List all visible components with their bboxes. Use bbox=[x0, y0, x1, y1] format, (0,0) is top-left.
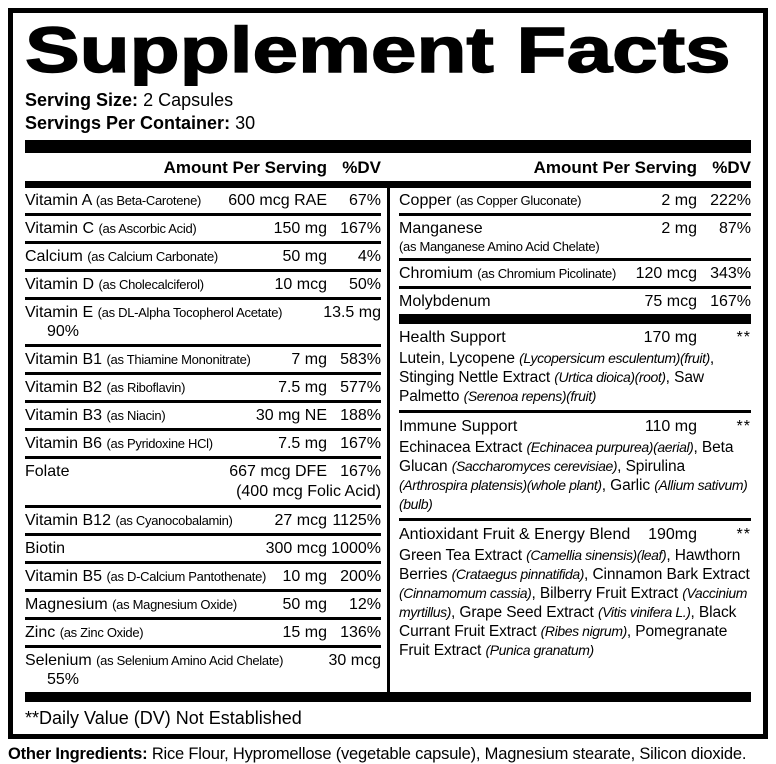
nutrient-amount: 10 mcg bbox=[274, 276, 327, 293]
nutrient-name: Magnesium bbox=[25, 596, 108, 613]
nutrient-row-zinc bbox=[25, 620, 381, 648]
nutrient-amount: 300 mcg bbox=[265, 540, 327, 557]
nutrient-columns bbox=[25, 188, 751, 692]
nutrient-row-vitamin-d bbox=[25, 272, 381, 300]
blend-health-support bbox=[399, 324, 751, 410]
nutrient-form: (as Chromium Picolinate) bbox=[477, 266, 616, 281]
blend-immune-support bbox=[399, 410, 751, 518]
nutrient-dv: 136% bbox=[340, 624, 381, 641]
nutrient-amount: 7.5 mg bbox=[278, 435, 327, 452]
left-column-header bbox=[25, 158, 381, 178]
nutrient-dv: 55% bbox=[46, 671, 79, 688]
blend-amount: 170 mg bbox=[643, 329, 697, 346]
nutrient-row-chromium bbox=[399, 261, 751, 289]
nutrient-form: (as Zinc Oxide) bbox=[59, 625, 144, 640]
nutrient-dv: 67% bbox=[348, 192, 381, 209]
nutrient-dv: 343% bbox=[710, 265, 751, 282]
nutrient-form: (as DL-Alpha Tocopherol Acetate) bbox=[97, 305, 283, 320]
nutrient-name: Vitamin B12 bbox=[25, 512, 111, 529]
nutrient-row-vitamin-a bbox=[25, 188, 381, 216]
blend-ingredients: Green Tea Extract (Camellia sinensis)(leaf), Hawthorn Berries (Crataegus pinnatifida), Cinnamon Bark Extract (Cinnamomum cassia), Bilberry Fruit Extract (Vaccinium myrtillus), Grape Seed Extract (Vitis vinifera L.), Black Currant Fruit Extract (Ribes nigrum), Pomegranate Fruit Extract (Punica granatum) bbox=[399, 547, 750, 659]
nutrient-row-vitamin-b1 bbox=[25, 347, 381, 375]
servings-per-container-line bbox=[25, 112, 751, 135]
blend-amount: 190mg bbox=[648, 526, 697, 543]
panel-title: Supplement Facts bbox=[25, 14, 731, 86]
other-ingredients-line bbox=[8, 744, 768, 764]
nutrient-form: (as Selenium Amino Acid Chelate) bbox=[96, 653, 284, 668]
blend-ingredients: Lutein, Lycopene (Lycopersicum esculentum)(fruit), Stinging Nettle Extract (Urtica dioica)(root), Saw Palmetto (Serenoa repens)(fruit) bbox=[399, 350, 715, 405]
nutrient-form: (as Manganese Amino Acid Chelate) bbox=[399, 239, 600, 254]
nutrient-form: (as Pyridoxine HCl) bbox=[106, 436, 213, 451]
nutrient-name: Selenium bbox=[25, 652, 92, 669]
nutrient-amount: 10 mg bbox=[282, 568, 327, 585]
serving-size-label: Serving Size: bbox=[25, 90, 139, 110]
daily-value-footnote: **Daily Value (DV) Not Established bbox=[25, 708, 302, 728]
divider-bar-top bbox=[25, 140, 751, 153]
nutrient-amount: 7.5 mg bbox=[278, 379, 327, 396]
nutrient-name: Folate bbox=[25, 463, 70, 480]
left-nutrient-column bbox=[25, 188, 381, 692]
nutrient-name: Chromium bbox=[399, 265, 473, 282]
nutrient-name: Vitamin B3 bbox=[25, 407, 103, 424]
nutrient-dv: 50% bbox=[348, 276, 381, 293]
nutrient-row-selenium bbox=[25, 648, 381, 692]
nutrient-dv: 1000% bbox=[331, 540, 381, 557]
nutrient-form: (as Calcium Carbonate) bbox=[87, 249, 218, 264]
nutrient-name: Vitamin B6 bbox=[25, 435, 103, 452]
nutrient-amount: 667 mcg DFE bbox=[229, 463, 327, 480]
blend-dv: ** bbox=[736, 526, 751, 543]
blend-dv: ** bbox=[736, 329, 751, 346]
blend-antioxidant-fruit-energy bbox=[399, 518, 751, 664]
other-ingredients-text: Rice Flour, Hypromellose (vegetable capsule), Magnesium stearate, Silicon dioxide. bbox=[151, 745, 747, 763]
divider-bar-blends bbox=[399, 314, 751, 324]
nutrient-dv: 167% bbox=[340, 463, 381, 480]
nutrient-name: Vitamin B2 bbox=[25, 379, 103, 396]
nutrient-name: Copper bbox=[399, 192, 452, 209]
nutrient-dv: 1125% bbox=[332, 512, 381, 529]
serving-size-value: 2 Capsules bbox=[143, 90, 234, 110]
nutrient-dv: 577% bbox=[340, 379, 381, 396]
nutrient-form: (as Niacin) bbox=[106, 408, 166, 423]
nutrient-form: (as Ascorbic Acid) bbox=[98, 221, 197, 236]
supplement-facts-panel bbox=[8, 8, 768, 739]
nutrient-form: (as D-Calcium Pantothenate) bbox=[106, 569, 267, 584]
nutrient-amount: 13.5 mg bbox=[323, 304, 381, 321]
nutrient-row-vitamin-b5 bbox=[25, 564, 381, 592]
servings-per-container-label: Servings Per Container: bbox=[25, 113, 231, 133]
nutrient-amount: 120 mcg bbox=[635, 265, 697, 282]
nutrient-row-vitamin-b12 bbox=[25, 508, 381, 536]
nutrient-name: Vitamin D bbox=[25, 276, 95, 293]
nutrient-name: Vitamin B1 bbox=[25, 351, 103, 368]
nutrient-amount: 2 mg bbox=[661, 192, 697, 209]
nutrient-row-biotin bbox=[25, 536, 381, 564]
nutrient-dv: 167% bbox=[710, 293, 751, 310]
nutrient-amount: 50 mg bbox=[282, 248, 327, 265]
blend-name: Immune Support bbox=[399, 418, 518, 435]
nutrient-dv: 167% bbox=[340, 220, 381, 237]
nutrient-name: Molybdenum bbox=[399, 293, 491, 310]
nutrient-amount: 30 mcg bbox=[328, 652, 381, 669]
nutrient-amount-secondary: (400 mcg Folic Acid) bbox=[236, 483, 381, 500]
right-column-header bbox=[399, 158, 751, 178]
nutrient-name: Zinc bbox=[25, 624, 56, 641]
nutrient-dv: 12% bbox=[348, 596, 381, 613]
nutrient-name: Manganese bbox=[399, 220, 483, 237]
nutrient-dv: 167% bbox=[340, 435, 381, 452]
nutrient-form: (as Thiamine Mononitrate) bbox=[106, 352, 251, 367]
nutrient-amount: 75 mcg bbox=[644, 293, 697, 310]
nutrient-dv: 4% bbox=[357, 248, 381, 265]
mineral-rows bbox=[399, 188, 751, 314]
nutrient-row-vitamin-b3 bbox=[25, 403, 381, 431]
nutrient-form: (as Beta-Carotene) bbox=[95, 193, 202, 208]
nutrient-row-folate bbox=[25, 459, 381, 508]
amount-header-left: Amount Per Serving bbox=[163, 158, 327, 177]
dv-header-left: %DV bbox=[342, 158, 381, 177]
nutrient-form: (as Riboflavin) bbox=[106, 380, 186, 395]
nutrient-dv: 222% bbox=[710, 192, 751, 209]
nutrient-dv: 87% bbox=[718, 220, 751, 237]
nutrient-row-vitamin-e bbox=[25, 300, 381, 347]
nutrient-amount: 7 mg bbox=[291, 351, 327, 368]
nutrient-amount: 15 mg bbox=[282, 624, 327, 641]
serving-size-line bbox=[25, 89, 751, 112]
nutrient-form: (as Copper Gluconate) bbox=[455, 193, 582, 208]
nutrient-amount: 27 mcg bbox=[274, 512, 327, 529]
divider-bar-bottom bbox=[25, 692, 751, 702]
nutrient-name: Vitamin E bbox=[25, 304, 94, 321]
amount-header-right: Amount Per Serving bbox=[533, 158, 697, 177]
nutrient-dv: 200% bbox=[340, 568, 381, 585]
nutrient-dv: 90% bbox=[46, 323, 79, 340]
blend-name: Antioxidant Fruit & Energy Blend bbox=[399, 526, 631, 543]
servings-per-container-value: 30 bbox=[235, 113, 256, 133]
blend-dv: ** bbox=[736, 418, 751, 435]
nutrient-row-molybdenum bbox=[399, 289, 751, 314]
blend-ingredients: Echinacea Extract (Echinacea purpurea)(aerial), Beta Glucan (Saccharomyces cerevisiae), Spirulina (Arthrospira platensis)(whole plant), Garlic (Allium sativum)(bulb) bbox=[399, 439, 748, 512]
nutrient-form: (as Cholecalciferol) bbox=[98, 277, 204, 292]
nutrient-row-vitamin-b2 bbox=[25, 375, 381, 403]
nutrient-name: Vitamin B5 bbox=[25, 568, 103, 585]
nutrient-amount: 2 mg bbox=[661, 220, 697, 237]
right-nutrient-column bbox=[390, 188, 751, 692]
blend-name: Health Support bbox=[399, 329, 506, 346]
nutrient-name: Vitamin A bbox=[25, 192, 92, 209]
nutrient-amount: 50 mg bbox=[282, 596, 327, 613]
nutrient-name: Calcium bbox=[25, 248, 83, 265]
nutrient-form: (as Cyanocobalamin) bbox=[115, 513, 233, 528]
blend-amount: 110 mg bbox=[644, 418, 697, 435]
nutrient-row-calcium bbox=[25, 244, 381, 272]
nutrient-row-manganese bbox=[399, 216, 751, 261]
other-ingredients-label: Other Ingredients: bbox=[8, 745, 148, 763]
nutrient-amount: 600 mcg RAE bbox=[228, 192, 327, 209]
header-underline-bar bbox=[25, 181, 751, 188]
nutrient-amount: 150 mg bbox=[273, 220, 327, 237]
nutrient-row-magnesium bbox=[25, 592, 381, 620]
dv-header-right: %DV bbox=[712, 158, 751, 177]
nutrient-row-copper bbox=[399, 188, 751, 216]
nutrient-row-vitamin-b6 bbox=[25, 431, 381, 459]
column-headers bbox=[25, 153, 751, 181]
nutrient-form: (as Magnesium Oxide) bbox=[112, 597, 237, 612]
nutrient-row-vitamin-c bbox=[25, 216, 381, 244]
nutrient-amount: 30 mg NE bbox=[255, 407, 327, 424]
nutrient-dv: 188% bbox=[340, 407, 381, 424]
nutrient-name: Biotin bbox=[25, 540, 66, 557]
nutrient-name: Vitamin C bbox=[25, 220, 95, 237]
nutrient-dv: 583% bbox=[340, 351, 381, 368]
